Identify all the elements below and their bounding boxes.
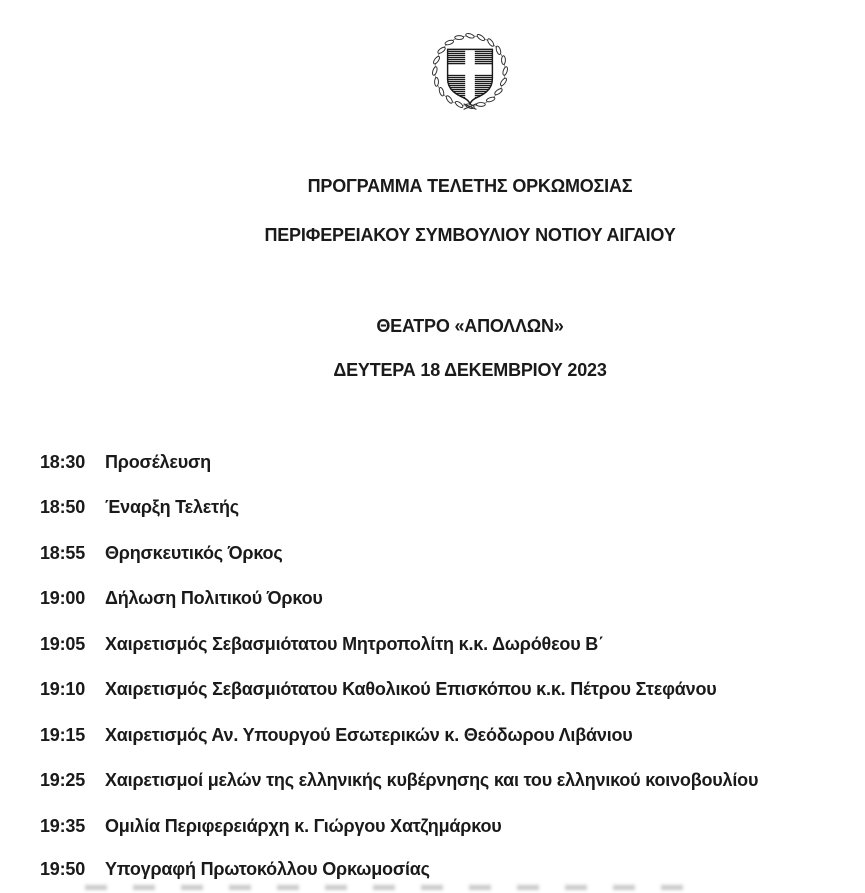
venue-line: ΘΕΑΤΡΟ «ΑΠΟΛΛΩΝ» (376, 316, 564, 336)
schedule-row (0, 858, 865, 880)
schedule-row (0, 678, 865, 700)
schedule-time: 19:50 (40, 859, 86, 879)
greek-emblem-icon (430, 31, 510, 111)
schedule-event: Χαιρετισμός Αν. Υπουργού Εσωτερικών κ. Θεόδωρου Λιβάνιου (105, 725, 633, 745)
schedule-event: Ομιλία Περιφερειάρχη κ. Γιώργου Χατζημάρκου (105, 816, 502, 836)
schedule-event: Θρησκευτικός Όρκος (105, 543, 283, 563)
schedule-time: 19:10 (40, 679, 86, 699)
schedule-row (0, 496, 865, 518)
schedule-row (0, 451, 865, 473)
schedule-time: 19:15 (40, 725, 86, 745)
schedule-event: Χαιρετισμοί μελών της ελληνικής κυβέρνησης και του ελληνικού κοινοβουλίου (105, 770, 759, 790)
schedule-event: Έναρξη Τελετής (105, 497, 239, 517)
schedule-time: 18:55 (40, 543, 86, 563)
schedule-row (0, 769, 865, 791)
schedule-event: Δήλωση Πολιτικού Όρκου (105, 588, 323, 608)
date-line: ΔΕΥΤΕΡΑ 18 ΔΕΚΕΜΒΡΙΟΥ 2023 (333, 360, 607, 380)
schedule-time: 19:00 (40, 588, 86, 608)
program-title-line1: ΠΡΟΓΡΑΜΜΑ ΤΕΛΕΤΗΣ ΟΡΚΩΜΟΣΙΑΣ (307, 176, 633, 196)
schedule-event: Υπογραφή Πρωτοκόλλου Ορκωμοσίας (105, 859, 430, 879)
schedule-event: Χαιρετισμός Σεβασμιότατου Καθολικού Επισκόπου κ.κ. Πέτρου Στεφάνου (105, 679, 717, 699)
program-title-line2: ΠΕΡΙΦΕΡΕΙΑΚΟΥ ΣΥΜΒΟΥΛΙΟΥ ΝΟΤΙΟΥ ΑΙΓΑΙΟΥ (264, 225, 676, 245)
cutoff-next-line-artifact (85, 885, 705, 890)
schedule-time: 19:35 (40, 816, 86, 836)
schedule-event: Προσέλευση (105, 452, 211, 472)
schedule-row (0, 815, 865, 837)
schedule-event: Χαιρετισμός Σεβασμιότατου Μητροπολίτη κ.κ. Δωρόθεου Β΄ (105, 634, 604, 654)
schedule-row (0, 542, 865, 564)
schedule-row (0, 587, 865, 609)
schedule-time: 19:05 (40, 634, 86, 654)
schedule-time: 19:25 (40, 770, 86, 790)
schedule-row (0, 633, 865, 655)
schedule-time: 18:50 (40, 497, 86, 517)
schedule-row (0, 724, 865, 746)
schedule-time: 18:30 (40, 452, 86, 472)
